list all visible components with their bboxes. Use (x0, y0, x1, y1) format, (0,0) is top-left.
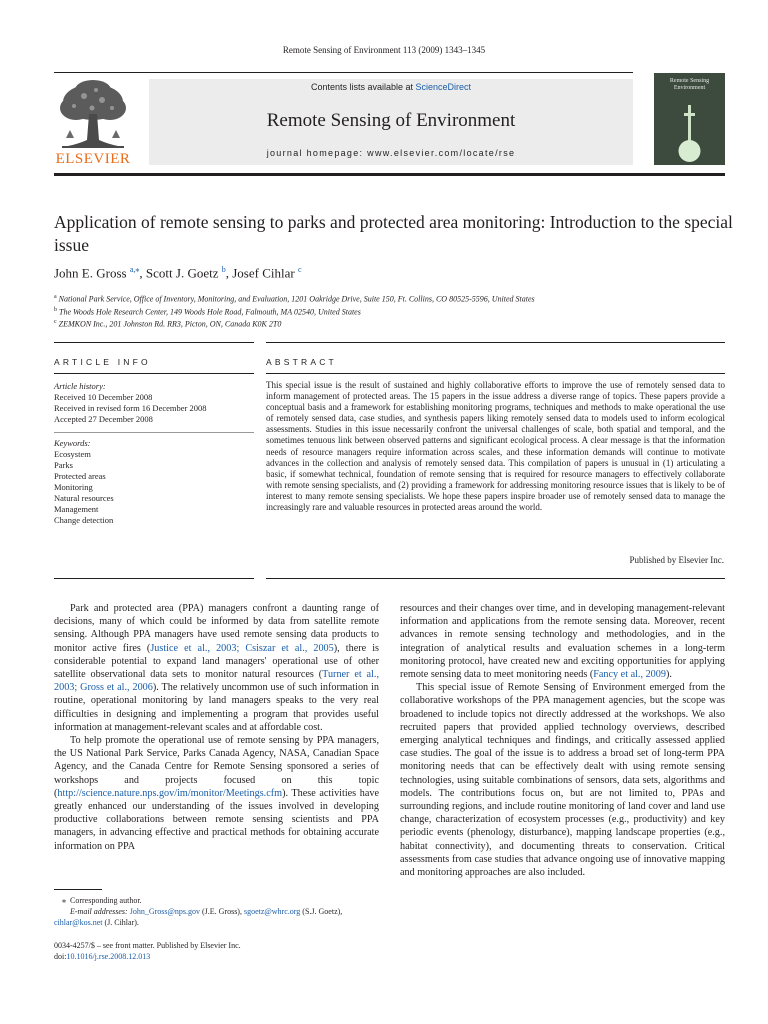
footnote-rule (54, 889, 102, 890)
author-affiliation-mark[interactable]: b (221, 265, 226, 274)
author-list (54, 265, 302, 281)
published-by: Published by Elsevier Inc. (629, 555, 724, 565)
email-link[interactable]: cihlar@kos.net (54, 918, 103, 927)
abstract-text: This special issue is the result of sustained and highly collaborative efforts to improve the use of remotely sensed data to inform management of protected areas. The 15 papers in the issue address a diverse range of topics. These papers provide a conceptual basis and a framework for establishing monitoring programs, techniques and methods to make operational the use of remotely sensed data, case studies, and synthesis papers liking remotely sensed data to models used to inform ecological assessments. Studies in this issue necessarily confront the universal challenges of scale, both spatial and temporal, and the sometimes tenuous link between observed patterns and significant ecological process. A clear message is that the information needs of resource managers require information across scales, and these information demands will continue to motivate advances in the collection and analysis of remotely sensed data. This compilation of papers is unusual in (1) articulating a basic, if somewhat technical, foundation of remote sensing that is required for resource managers to effectively collaborate with remote sensing specialists, and (2) providing a framework for addressing monitoring resource issues that is likely to be of interest to many remote sensing specialists. We hope these papers inspire broader use of remotely sensed data to manage the increasingly rare and valuable resources in protected areas around the world. (266, 380, 725, 513)
affiliation-item (54, 305, 674, 318)
citation-link[interactable]: Fancy et al., 2009 (593, 669, 666, 681)
workshop-url-link[interactable]: http://science.nature.nps.gov/im/monitor/Meetings.cfm (57, 787, 283, 799)
corresponding-mark: ⁎ (62, 896, 66, 905)
author-separator: , (139, 265, 146, 281)
body-text: Park and protected area (PPA) managers confront a daunting range of decisions, many of which could be informed by data from satellite remote sensing. Although PPA managers have used remote sensing data products to monitor active fires ( (54, 603, 379, 654)
elsevier-wordmark: ELSEVIER (55, 151, 131, 167)
doi-prefix: doi: (54, 952, 67, 961)
issn-line: 0034-4257/$ – see front matter. Published by Elsevier Inc. (54, 941, 241, 950)
journal-cover[interactable] (654, 73, 725, 165)
masthead-rule (54, 173, 725, 176)
keyword-item: Change detection (54, 515, 114, 525)
affiliations (54, 292, 674, 330)
body-column-right (400, 602, 725, 879)
corresponding-note (54, 895, 384, 906)
body-text: ). The relatively uncommon use of such information in routine, operational monitoring by land managers speaks to the very real difficulties in designing and implementing a program that provides useful information at management-relevant scales and at affordable cost. (54, 682, 379, 733)
affiliation-text: The Woods Hole Research Center, 149 Woods Hole Road, Falmouth, MA 02540, United States (59, 307, 361, 317)
citation-link[interactable]: Justice et al., 2003; Csiszar et al., 2005 (150, 642, 334, 654)
header-rule (54, 72, 633, 73)
article-history-label: Article history: (54, 381, 106, 391)
email-owner: (J.E. Gross), (199, 907, 244, 916)
homepage-prefix: journal homepage: (266, 148, 368, 158)
email-note-cont (54, 917, 384, 928)
journal-homepage (149, 148, 633, 158)
body-text: To help promote the operational use of remote sensing by PPA managers, the US National Park Service, Parks Canada Agency, NASA, Canadian Space Agency, and the Canada Centre for Remote Sensing sponsored a series of workshops and projects focused on this topic ( (54, 735, 379, 799)
affiliation-text: ZEMKON Inc., 201 Johnston Rd. RR3, Picton, ON, Canada K0K 2T0 (58, 319, 282, 329)
author-affiliation-mark[interactable]: c (297, 265, 302, 274)
article-title: Application of remote sensing to parks and protected area monitoring: Introduction to the special issue (54, 212, 733, 255)
abstract-heading: ABSTRACT (266, 357, 337, 367)
article-history (54, 381, 254, 425)
cover-title: Remote Sensing Environment (669, 78, 710, 91)
body-text: ). These activities have greatly enhanced our understanding of the issues involved in developing productive collaborations between remote sensing scientists and PPA managers, in advancing effective and practical methods for obtaining accurate information on PPA (54, 787, 379, 852)
journal-masthead (149, 79, 633, 165)
email-note (54, 906, 384, 917)
affiliation-mark: a (54, 294, 57, 300)
body-paragraph: This special issue of Remote Sensing of Environment emerged from the collaborative workshops of the PPA management agencies, but the scope was broadened to include topics not directly addressed at the workshops. We also recruited papers that provided applied technology overviews, described emerging analytical techniques and findings, and critically assessed applied case studies. The goal of the issue is to address a broad set of long-term PPA monitoring needs that can be effectively dealt with using remote sensing technologies, using suitable combinations of sensors, data sets, algorithms and models. The contributions focus on, but are not limited to, PPAs and surrounding regions, and include routine monitoring of land cover and land use change, characterization of ecosystem processes (e.g., productivity) and key periodic events (phenology, disturbance), mapping landscape properties (e.g., habitat connectivity), and documenting threats to conservation. Critical assessments from case studies that advance ongoing use of innovative mapping and monitoring approaches are also included. (400, 682, 725, 879)
affiliation-text: National Park Service, Office of Inventory, Monitoring, and Evaluation, 1201 Oakridge Drive, Suite 150, Ft. Collins, CO 80525-5596, United States (58, 294, 535, 304)
abstract-mid-rule (266, 373, 725, 374)
keyword-item: Management (54, 504, 99, 514)
email-owner: (J. Cihlar). (102, 918, 139, 927)
keyword-item: Ecosystem (54, 449, 91, 459)
email-link[interactable]: John_Gross@nps.gov (129, 907, 200, 916)
author-name: John E. Gross (54, 265, 127, 281)
sciencedirect-link[interactable]: ScienceDirect (415, 82, 472, 92)
journal-name: Remote Sensing of Environment (266, 110, 516, 131)
affiliation-mark: b (54, 306, 57, 313)
elsevier-logo[interactable] (54, 78, 132, 168)
body-text: resources and their changes over time, and in developing management-relevant information and applications from the remote sensing data. Moreover, recent advances in remote sensing technology and methodologies, and in the integration of analytical results and evaluation schemes in a long-term monitoring protocol, have created new and exciting opportunities for applying remote sensing data to meet monitoring needs ( (400, 603, 725, 681)
author-affiliation-mark[interactable]: a,⁎ (129, 265, 140, 274)
history-item: Received 10 December 2008 (54, 392, 153, 402)
article-info-bottom-rule (54, 578, 254, 579)
body-text: ), there is considerable potential to expand land managers' operational use of other satellite observational data sets to monitor natural resources ( (54, 642, 379, 681)
abstract-bottom-rule (266, 578, 725, 579)
keyword-item: Natural resources (54, 493, 114, 503)
running-header: Remote Sensing of Environment 113 (2009) 1343–1345 (282, 45, 486, 55)
article-info-mid-rule (54, 373, 254, 374)
body-column-left (54, 602, 379, 853)
email-owner: (S.J. Goetz), (300, 907, 343, 916)
body-paragraph (54, 734, 379, 853)
keyword-item: Monitoring (54, 482, 93, 492)
body-text: ). (665, 669, 672, 681)
elsevier-tree-icon (54, 78, 132, 150)
history-item: Received in revised form 16 December 2008 (54, 403, 207, 413)
keywords-label: Keywords: (54, 438, 91, 448)
author-name: Scott J. Goetz (145, 265, 219, 281)
citation-link[interactable]: Turner et al., 2003; Gross et al., 2006 (54, 669, 379, 694)
email-link[interactable]: sgoetz@whrc.org (243, 907, 301, 916)
doi-link[interactable]: 10.1016/j.rse.2008.12.013 (66, 952, 151, 961)
doi-line (54, 951, 241, 962)
author-separator: , (225, 265, 233, 281)
body-paragraph (400, 602, 725, 681)
keyword-item: Protected areas (54, 471, 106, 481)
affiliation-item (54, 317, 674, 330)
cover-graphic-icon (654, 73, 725, 165)
contents-prefix: Contents lists available at (310, 82, 416, 92)
contents-line (149, 82, 633, 92)
footnotes (54, 895, 384, 928)
body-paragraph (54, 602, 379, 734)
abstract-top-rule (266, 342, 725, 343)
affiliation-mark: c (54, 319, 57, 326)
article-info-heading: ARTICLE INFO (54, 357, 151, 367)
article-info-top-rule (54, 342, 254, 343)
issn-doi-block (54, 940, 241, 962)
keywords (54, 438, 254, 526)
article-history-rule (54, 432, 254, 433)
homepage-url-link[interactable]: www.elsevier.com/locate/rse (367, 148, 516, 158)
author-name: Josef Cihlar (232, 265, 295, 281)
affiliation-item (54, 292, 674, 305)
keyword-item: Parks (54, 460, 73, 470)
corresponding-text: Corresponding author. (70, 896, 142, 905)
history-item: Accepted 27 December 2008 (54, 414, 153, 424)
email-label: E-mail addresses: (70, 907, 128, 916)
